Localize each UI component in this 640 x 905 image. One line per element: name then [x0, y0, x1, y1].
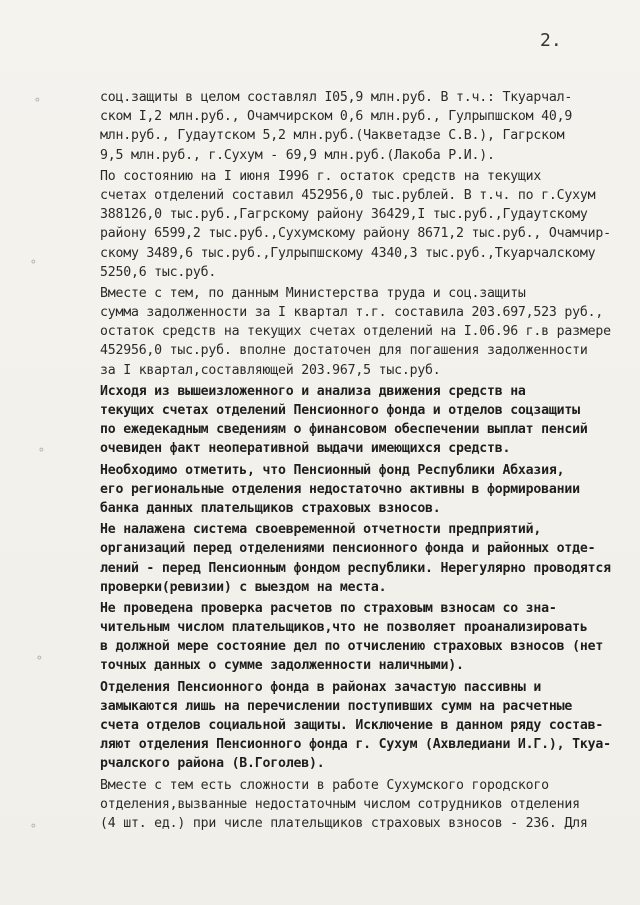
text-line: Необходимо отметить, что Пенсионный фонд Республики Абхазия, — [100, 462, 565, 478]
margin-stamp-mark: ∘ — [27, 817, 40, 835]
text-line: соц.защиты в целом составлял I05,9 млн.руб. В т.ч.: Ткуарчал- — [100, 90, 573, 105]
text-line: (4 шт. ед.) при числе плательщиков страховых взносов - 236. Для — [100, 815, 588, 831]
text-line: отделения,вызванные недостаточным числом сотрудников отделения — [100, 796, 580, 812]
text-line: 5250,6 тыс.руб. — [100, 264, 217, 280]
text-line: млн.руб., Гудаутском 5,2 млн.руб.(Чакветадзе С.В.), Гагрском — [100, 128, 565, 144]
text-line: замыкаются лишь на перечислении поступивших сумм на расчетные — [100, 698, 573, 714]
text-line: за I квартал,составляющей 203.967,5 тыс.руб. — [100, 362, 441, 378]
text-line: по ежедекадным сведениям о финансовом обеспечении выплат пенсий — [100, 422, 588, 438]
text-line: счета отделов социальной защиты. Исключение в данном ряду состав- — [100, 718, 604, 733]
text-line: ляют отделения Пенсионного фонда г. Сухум (Ахвледиани И.Г.), Ткуа- — [100, 737, 611, 753]
text-line: 452956,0 тыс.руб. вполне достаточен для погашения задолженности — [100, 343, 588, 359]
text-line: скому 3489,6 тыс.руб.,Гулрыпшскому 4340,3 тыс.руб.,Ткуарчалскому — [100, 245, 596, 261]
text-line: остаток средств на текущих счетах отделений на I.06.96 г.в размере — [100, 324, 611, 340]
text-line: в должной мере состояние дел по отчислению страховых взносов (нет — [100, 639, 604, 655]
text-line: ском I,2 млн.руб., Очамчирском 0,6 млн.руб., Гулрыпшском 40,9 — [100, 109, 573, 125]
text-line: Отделения Пенсионного фонда в районах зачастую пассивны и — [100, 679, 542, 695]
text-line: точных данных о сумме задолженности наличными). — [100, 658, 464, 674]
margin-stamp-mark: ∘ — [35, 441, 48, 459]
margin-stamp-mark: ∘ — [27, 253, 40, 271]
text-line: счетах отделений составил 452956,0 тыс.рублей. В т.ч. по г.Сухум — [100, 187, 596, 203]
text-line: банка данных плательщиков страховых взносов. — [100, 500, 441, 516]
margin-stamp-mark: ∘ — [31, 91, 44, 109]
text-line: проверки(ревизии) с выездом на места. — [100, 579, 387, 595]
document-body — [100, 88, 611, 833]
text-line: лений - перед Пенсионным фондом республики. Нерегулярно проводятся — [100, 560, 611, 576]
text-line: Исходя из вышеизложенного и анализа движения средств на — [100, 383, 526, 399]
page-number: 2. — [540, 30, 562, 51]
text-line: организаций перед отделениями пенсионного фонда и районных отде- — [100, 541, 596, 557]
text-line: 388126,0 тыс.руб.,Гагрскому району 36429,I тыс.руб.,Гудаутскому — [100, 207, 588, 223]
text-line: чительным числом плательщиков,что не позволяет проанализировать — [100, 620, 588, 636]
text-line: рчалского района (В.Гоголев). — [100, 756, 325, 772]
text-line: Не налажена система своевременной отчетности предприятий, — [100, 522, 542, 538]
text-line: сумма задолженности за I квартал т.г. составила 203.697,523 руб., — [100, 305, 604, 321]
text-line: По состоянию на I июня I996 г. остаток средств на текущих — [100, 168, 542, 184]
text-line: Не проведена проверка расчетов по страховым взносам со зна- — [100, 600, 557, 616]
text-line: району 6599,2 тыс.руб.,Сухумскому району 8671,2 тыс.руб., Очамчир- — [100, 226, 611, 242]
text-line: очевиден факт неоперативной выдачи имеющихся средств. — [100, 441, 511, 457]
text-line: его региональные отделения недостаточно активны в формировании — [100, 481, 580, 497]
text-line: Вместе с тем есть сложности в работе Сухумского городского — [100, 777, 549, 793]
text-line: 9,5 млн.руб., г.Сухум - 69,9 млн.руб.(Лакоба Р.И.). — [100, 147, 495, 163]
margin-marks — [0, 0, 80, 905]
text-line: Вместе с тем, по данным Министерства труда и соц.защиты — [100, 285, 526, 301]
margin-stamp-mark: ∘ — [33, 649, 46, 667]
text-line: текущих счетах отделений Пенсионного фонда и отделов соцзащиты — [100, 403, 580, 418]
